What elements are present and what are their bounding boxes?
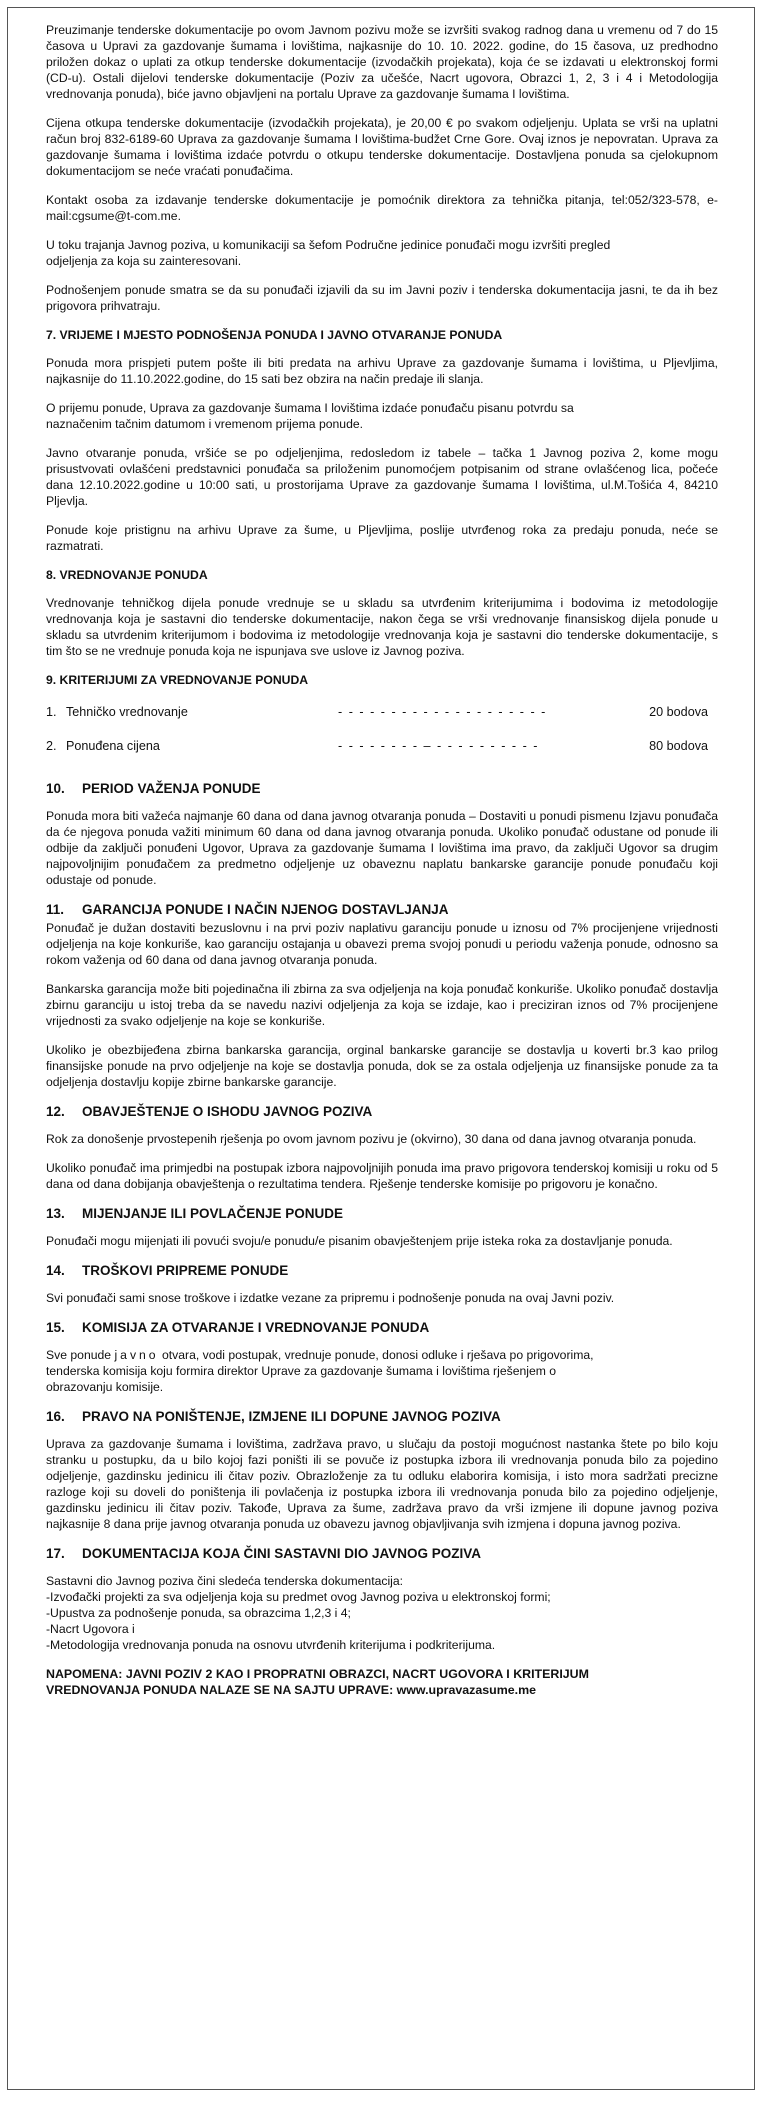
intro-paragraph-acceptance: Podnošenjem ponude smatra se da su ponuđači izjavili da su im Javni poziv i tenderska dokumentacija jasni, te da ih bez prigovora prihvatraju. bbox=[46, 283, 718, 313]
section-number: 12. bbox=[46, 1104, 65, 1119]
section-title-text: GARANCIJA PONUDE I NAČIN NJENOG DOSTAVLJANJA bbox=[82, 902, 449, 917]
criterion-row bbox=[46, 700, 718, 724]
intro-paragraph-1: Preuzimanje tenderske dokumentacije po ovom Javnom pozivu može se izvršiti svakog radnog dana u vremenu od 7 do 15 časova u Upravi za gazdovanje šumama i lovištima, najkasnije do 10. 10. 2022. godine, do 15 časova, uz predhodno priložen dokaz o uplati za otkup tenderske dokumentacije (izvodačkih projekata), koja će se izdavati u elektronskoj formi (CD-u). Ostali dijelovi tenderske dokumentacije (Poziv za učešće, Nacrt ugovora, Obrazci 1, 2, 3 i 4 i Metodologija vrednovanja ponuda), biće javno objavljeni na portalu Uprave za gazdovanje šumama I lovištima. bbox=[46, 23, 718, 101]
criterion-row bbox=[46, 734, 718, 758]
section-number: 17. bbox=[46, 1546, 65, 1561]
criterion-label: Tehničko vrednovanje bbox=[66, 705, 188, 719]
list-item: -Metodologija vrednovanja ponuda na osnovu utvrđenih kriterijuma i podkriterijuma. bbox=[46, 1638, 496, 1652]
intro-paragraph-2: Cijena otkupa tenderske dokumentacije (izvodačkih projekata), je 20,00 € po svakom odjeljenju. Uplata se vrši na uplatni račun broj 832-6189-60 Uprava za gazdovanje šumama I lovištima-budžet Crne Gore. Ovaj iznos je nepovratan. Uprava za gazdovanje šumama i lovištima izdaće potvrdu o otkupu tenderske dokumentacije. Dostavljena ponuda sa cjelokupnom dokumentacijom se neće vraćati ponuđačima. bbox=[46, 116, 718, 178]
intro-line: odjeljenja za koja su zainteresovani. bbox=[46, 254, 242, 268]
section-7-line: O prijemu ponude, Uprava za gazdovanje šumama I lovištima izdaće ponuđaču pisanu potvrdu sa bbox=[46, 401, 574, 415]
section-7-paragraph: Javno otvaranje ponuda, vršiće se po odjeljenjima, redosledom iz tabele – tačka 1 Javnog poziva 2, kome mogu prisustvovati ovlašćeni predstavnici ponuđača sa priloženim punomoćjem potpisanim od strane ovlašćenog lica, počeće dana 12.10.2022.godine u 10:00 sati, u prostorijama Uprave za gazdovanje šumama I lovištima, ul.M.Tošića 4, 84210 Pljevlja. bbox=[46, 446, 718, 508]
section-7-line: naznačenim tačnim datumom i vremenom prijema ponude. bbox=[46, 417, 364, 431]
section-10-paragraph: Ponuda mora biti važeća najmanje 60 dana od dana javnog otvaranja ponuda – Dostaviti u ponudi pismenu Izjavu ponuđača da će njegova ponuda važiti minimum 60 dana od dana javnog otvaranja ponuda. Ukoliko ponuđač odustane od ponude ili odbije da zaključi ponuđeni Ugovor, Uprava za gazdovanje šumama I lovištima ima pravo, da zaključi Ugovor sa drugim najpovoljnijim ponuđačem za predmetno odjeljenje uz obaveznu naplatu bankarske garancije ponude ponuđaču koji odustaje od ponude. bbox=[46, 809, 718, 887]
note-line: NAPOMENA: JAVNI POZIV 2 KAO I PROPRATNI OBRAZCI, NACRT UGOVORA I KRITERIJUM bbox=[46, 1667, 589, 1681]
section-7-title: 7. VRIJEME I MJESTO PODNOŠENJA PONUDA I JAVNO OTVARANJE PONUDA bbox=[46, 328, 503, 342]
list-item: -Nacrt Ugovora i bbox=[46, 1622, 135, 1636]
section-number: 13. bbox=[46, 1206, 65, 1221]
intro-line: U toku trajanja Javnog poziva, u komunikaciji sa šefom Područne jedinice ponuđači mogu izvršiti pregled bbox=[46, 238, 611, 252]
document-page bbox=[7, 7, 755, 2090]
criterion-points: 20 bodova bbox=[649, 705, 708, 719]
section-number: 11. bbox=[46, 902, 65, 917]
section-15-line: tenderska komisija koju formira direktor Uprave za gazdovanje šumama i lovištima rješenjem o bbox=[46, 1364, 557, 1378]
section-13-title bbox=[46, 1205, 718, 1222]
section-15-paragraph bbox=[46, 1347, 718, 1395]
list-item: -Izvođački projekti za sva odjeljenja koja su predmet ovog Javnog poziva u elektronskoj formi; bbox=[46, 1590, 551, 1604]
section-7-paragraph: Ponude koje pristignu na arhivu Uprave za šume, u Pljevljima, poslije utvrđenog roka za predaju ponuda, neće se razmatrati. bbox=[46, 523, 718, 553]
criterion-points: 80 bodova bbox=[649, 739, 708, 753]
criterion-number: 1. bbox=[46, 705, 57, 719]
criterion-dashes: - - - - - - - - - - - - - - - - - - - - bbox=[338, 705, 547, 719]
section-title-text: KOMISIJA ZA OTVARANJE I VREDNOVANJE PONUDA bbox=[82, 1320, 430, 1335]
section-15-spaced-word: javno bbox=[114, 1348, 159, 1362]
section-12-paragraph: Rok za donošenje prvostepenih rješenja po ovom javnom pozivu je (okvirno), 30 dana od dana javnog otvaranja ponuda. bbox=[46, 1132, 697, 1146]
section-14-title bbox=[46, 1262, 718, 1279]
section-number: 16. bbox=[46, 1409, 65, 1424]
list-item: Sastavni dio Javnog poziva čini sledeća tenderska dokumentacija: bbox=[46, 1574, 404, 1588]
section-7-paragraph bbox=[46, 400, 718, 432]
section-15-line: obrazovanju komisije. bbox=[46, 1380, 164, 1394]
section-number: 15. bbox=[46, 1320, 65, 1335]
section-title-text: PERIOD VAŽENJA PONUDE bbox=[82, 781, 261, 796]
section-title-text: DOKUMENTACIJA KOJA ČINI SASTAVNI DIO JAVNOG POZIVA bbox=[82, 1546, 482, 1561]
criterion-label: Ponuđena cijena bbox=[66, 739, 160, 753]
section-9-title: 9. KRITERIJUMI ZA VREDNOVANJE PONUDA bbox=[46, 673, 309, 687]
section-11-title bbox=[46, 901, 718, 918]
section-8-title: 8. VREDNOVANJE PONUDA bbox=[46, 568, 208, 582]
section-number: 14. bbox=[46, 1263, 65, 1278]
section-10-title bbox=[46, 780, 718, 797]
closing-note bbox=[46, 1666, 718, 1698]
intro-paragraph-inspection bbox=[46, 237, 718, 269]
criterion-number: 2. bbox=[46, 739, 57, 753]
section-number: 10. bbox=[46, 781, 65, 796]
criterion-dashes: - - - - - - - - – - - - - - - - - - - bbox=[338, 739, 539, 753]
section-title-text: MIJENJANJE ILI POVLAČENJE PONUDE bbox=[82, 1206, 344, 1221]
section-17-list bbox=[46, 1573, 718, 1653]
note-line: VREDNOVANJA PONUDA NALAZE SE NA SAJTU UPRAVE: www.upravazasume.me bbox=[46, 1683, 536, 1697]
section-16-paragraph: Uprava za gazdovanje šumama i lovištima, zadržava pravo, u slučaju da postoji mogućnost nastanka štete po bilo koju stranku u postupku, da u bilo kojoj fazi poništi ili se povuče iz postupka izbora ili vrednovanja ponuda bilo za pojedino odjeljenje, gazdinsku jedinicu ili čitav poziv. Obrazloženje za tu odluku elaborira komisija, i isto mora sadržati precizne razloge koji su doveli do poništenja ili povlačenja iz postupka izbora ili vrednovanja ponuda bilo za pojedino odjeljenje, gazdinsku jedinicu ili čitav poziv. Takođe, Uprava za šume, zadržava pravo da vrši izmjene ili dopune javnog poziva najkasnije 8 dana prije javnog otvaranja ponuda uz obavezu javnog objavljivanja svih izmjena i dopuna javnog poziva. bbox=[46, 1437, 718, 1531]
section-title-text: PRAVO NA PONIŠTENJE, IZMJENE ILI DOPUNE JAVNOG POZIVA bbox=[82, 1409, 501, 1424]
section-14-paragraph: Svi ponuđači sami snose troškove i izdatke vezane za pripremu i podnošenje ponuda na ovaj Javni poziv. bbox=[46, 1291, 615, 1305]
section-title-text: TROŠKOVI PRIPREME PONUDE bbox=[82, 1263, 289, 1278]
section-8-paragraph: Vrednovanje tehničkog dijela ponude vrednuje se u skladu sa utvrđenim kriterijumima i bodovima iz metodologije vrednovanja koja je sastavni dio tenderske dokumentacije, nakon čega se vrši vrednovanje finansiskog dijela ponude u skladu sa utvrdenim kriterijumom i bodovima iz metodologije vrednovanja koja je sastavni dio tenderske dokumentacije, s tim što se ne vrednuje ponuda koja ne ispunjava sve uslove iz Javnog poziva. bbox=[46, 596, 718, 658]
section-15-line: Sve ponude bbox=[46, 1348, 115, 1362]
section-15-line: otvara, vodi postupak, vrednuje ponude, donosi odluke i rješava po prigovorima, bbox=[158, 1348, 594, 1362]
list-item: -Upustva za podnošenje ponuda, sa obrazcima 1,2,3 i 4; bbox=[46, 1606, 351, 1620]
intro-paragraph-contact: Kontakt osoba za izdavanje tenderske dokumentacije je pomoćnik direktora za tehnička pitanja, tel:052/323-578, e-mail:cgsume@t-com.me. bbox=[46, 193, 718, 223]
section-11-paragraph: Ponuđač je dužan dostaviti bezuslovnu i na prvi poziv naplativu garanciju ponude u iznosu od 7% procijenjene vrijednosti odjeljenja na koje konkuriše, kao garanciju ostajanja u obavezi prema svojoj ponudi u periodu važenja ponude, odnosno sa rokom važenja od 60 dana od dana javnog otvaranja ponuda. bbox=[46, 921, 718, 967]
section-13-paragraph: Ponuđači mogu mijenjati ili povući svoju/e ponudu/e pisanim obavještenjem prije isteka roka za dostavljanje ponuda. bbox=[46, 1234, 673, 1248]
section-11-paragraph: Bankarska garancija može biti pojedinačna ili zbirna za sva odjeljenja na koja ponuđač konkuriše. Ukoliko ponuđač dostavlja zbirnu garanciju u istoj treba da se navedu nazivi odjeljenja za koja se izdaje, kao i preciziran iznos od 7% procijenjene vrijednosti za svako odjeljenje na koje se konkuriše. bbox=[46, 982, 718, 1028]
section-11-paragraph: Ukoliko je obezbijeđena zbirna bankarska garancija, orginal bankarske garancije se dostavlja u koverti br.3 kao prilog finansijske ponude na prvo odjeljenje na koje se dostavlja ponuda, dok se za ostala odjeljenja uz finansijske ponude za ta odjeljenja dostavlju kopije zbirne bankarske garancije. bbox=[46, 1043, 718, 1089]
section-16-title bbox=[46, 1408, 718, 1425]
section-12-title bbox=[46, 1103, 718, 1120]
section-12-paragraph: Ukoliko ponuđač ima primjedbi na postupak izbora najpovoljnijih ponuda ima pravo prigovora tenderskoj komisiji u roku od 5 dana od dana dobijanja obavještenja o rezultatima tendera. Rješenje tenderske komisije po prigovoru je konačno. bbox=[46, 1161, 718, 1191]
section-15-title bbox=[46, 1319, 718, 1336]
section-title-text: OBAVJEŠTENJE O ISHODU JAVNOG POZIVA bbox=[82, 1104, 373, 1119]
section-17-title bbox=[46, 1545, 718, 1562]
section-7-paragraph: Ponuda mora prispjeti putem pošte ili biti predata na arhivu Uprave za gazdovanje šumama i lovištima, u Pljevljima, najkasnije do 11.10.2022.godine, do 15 sati bez obzira na način predaje ili slanja. bbox=[46, 356, 718, 386]
